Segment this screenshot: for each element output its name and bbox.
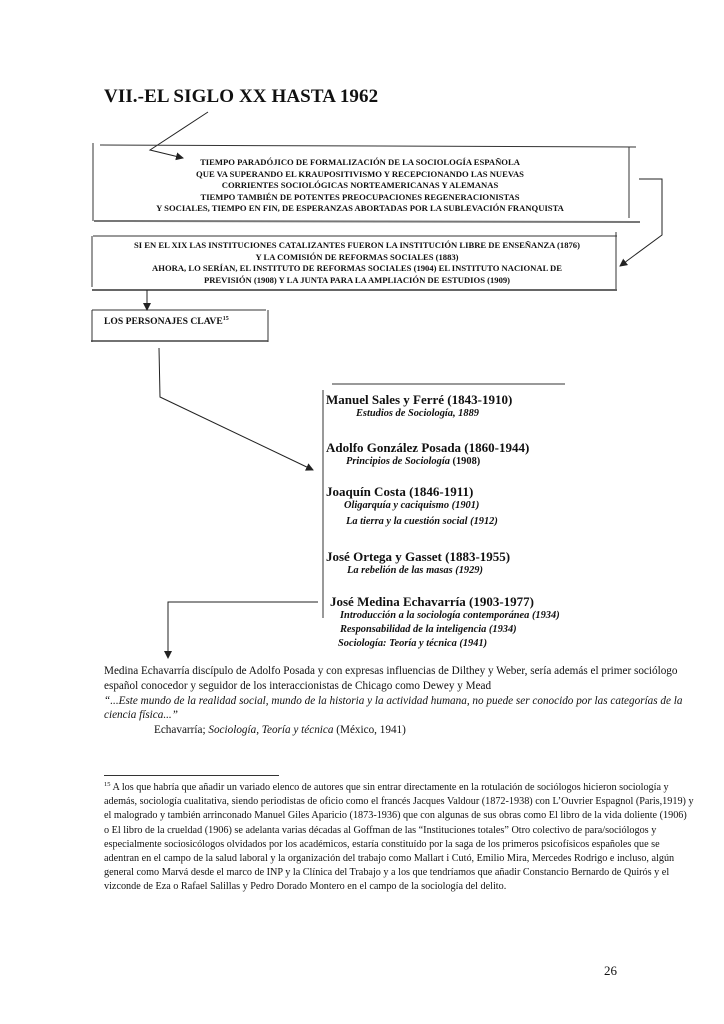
- person-work: Estudios de Sociología, 1889: [356, 408, 479, 419]
- person-name: José Medina Echavarría (1903-1977): [330, 594, 535, 609]
- context-line: TIEMPO PARADÓJICO DE FORMALIZACIÓN DE LA SOCIOLOGÍA ESPAÑOLA: [200, 157, 520, 167]
- person-name: José Ortega y Gasset (1883-1955): [326, 549, 511, 564]
- clave-to-personajes-arrow: [159, 348, 313, 470]
- body-paragraph: Medina Echavarría discípulo de Adolfo Posada y con expresas influencias de Dilthey y Weber, sería además el primer sociólogo español conocedor y seguidor de los interaccionistas de Chicago como Dewey y Mead: [104, 665, 678, 692]
- quote: “...Este mundo de la realidad social, mundo de la historia y la actividad humana, no puede ser conocido por las categorías de la ciencia física...”: [104, 694, 683, 722]
- person-entry: [326, 440, 529, 469]
- institutions-line: Y LA COMISIÓN DE REFORMAS SOCIALES (1883): [255, 251, 459, 262]
- person-name: Adolfo González Posada (1860-1944): [326, 440, 530, 455]
- citation: Echavarría; Sociología, Teoría y técnica (México, 1941): [154, 724, 406, 737]
- body-text: [104, 664, 694, 738]
- context-line: Y SOCIALES, TIEMPO EN FIN, DE ESPERANZAS ABORTADAS POR LA SUBLEVACIÓN FRANQUISTA: [156, 203, 564, 214]
- page-title: VII.-EL SIGLO XX HASTA 1962: [104, 86, 379, 107]
- person-work: Introducción a la sociología contemporánea (1934): [340, 610, 560, 621]
- person-entry: [326, 549, 510, 578]
- footnote-number: 15: [104, 781, 111, 788]
- medina-to-body-arrow: [168, 602, 318, 658]
- footnote-separator: [104, 775, 279, 776]
- person-work: Principios de Sociología (1908): [346, 456, 481, 467]
- context-line: CORRIENTES SOCIOLÓGICAS NORTEAMERICANAS Y ALEMANAS: [221, 180, 499, 191]
- footnote-ref[interactable]: 15: [222, 316, 229, 322]
- key-figures-label: LOS PERSONAJES CLAVE$^{15}$: [104, 316, 229, 328]
- institutions-line: SI EN EL XIX LAS INSTITUCIONES CATALIZANTES FUERON LA INSTITUCIÓN LIBRE DE ENSEÑANZA (1876): [134, 240, 580, 250]
- footnote: [104, 781, 694, 895]
- institutions-line: PREVISIÓN (1908) Y LA JUNTA PARA LA AMPLIACIÓN DE ESTUDIOS (1909): [203, 274, 511, 285]
- person-name: Manuel Sales y Ferré (1843-1910): [326, 392, 513, 407]
- person-work: Responsabilidad de la inteligencia (1934): [340, 624, 517, 635]
- page-number: 26: [604, 963, 617, 978]
- person-name: Joaquín Costa (1846-1911): [326, 484, 474, 499]
- context-line: QUE VA SUPERANDO EL KRAUPOSITIVISMO Y RECEPCIONANDO LAS NUEVAS: [196, 168, 524, 179]
- title-arrow: [150, 112, 208, 158]
- context-box: [100, 157, 620, 215]
- person-entry: [326, 392, 512, 421]
- person-work: La tierra y la cuestión social (1912): [346, 516, 498, 527]
- person-entry: [326, 484, 498, 529]
- context-line: TIEMPO TAMBIÉN DE POTENTES PREOCUPACIONES REGENERACIONISTAS: [200, 191, 520, 202]
- institutions-line: AHORA, LO SERÍAN, EL INSTITUTO DE REFORMAS SOCIALES (1904) EL INSTITUTO NACIONAL DE: [152, 263, 562, 274]
- person-work: La rebelión de las masas (1929): [347, 565, 483, 576]
- person-work: Sociología: Teoría y técnica (1941): [338, 638, 488, 649]
- footnote-text: A los que habría que añadir un variado elenco de autores que sin entrar directamente en la rotulación de sociólogos hicieron sociología y además, sociología cualitativa, siendo periodistas de oficio como el francés Jacques Valdour (1872-1938) con L’Ouvrier Espagnol (Paris,1919) y el malogrado y también arrinconado Manuel Giles Aparicio (1873-1936) que con algunas de sus obras como El libro de la vida doliente (1906) o El libro de la crueldad (1906) se adelanta varias décadas al Goffman de las “Instituciones totales” Otro colectivo de para/sociólogos y especialmente sociosicólogos olvidados por los académicos, estaría constituído por la saga de los primeros psicofísicos españoles que se adentran en el campo de la salud laboral y la organización del trabajo como Mallart i Cutó, Emilio Mira, Mercedes Rodrigo e incluso, algún general como Marvá desde el marco de INP y la Clínica del Trabajo y a los que tendríamos que añadir Constancio Bernardo de Quirós y el vizconde de Eza o Rafael Salillas y Pedro Dorado Montero en el campo de la sociología del delito.: [104, 782, 694, 893]
- person-work: Oligarquía y caciquismo (1901): [344, 500, 480, 511]
- institutions-box: [94, 240, 620, 286]
- person-entry: [330, 594, 560, 651]
